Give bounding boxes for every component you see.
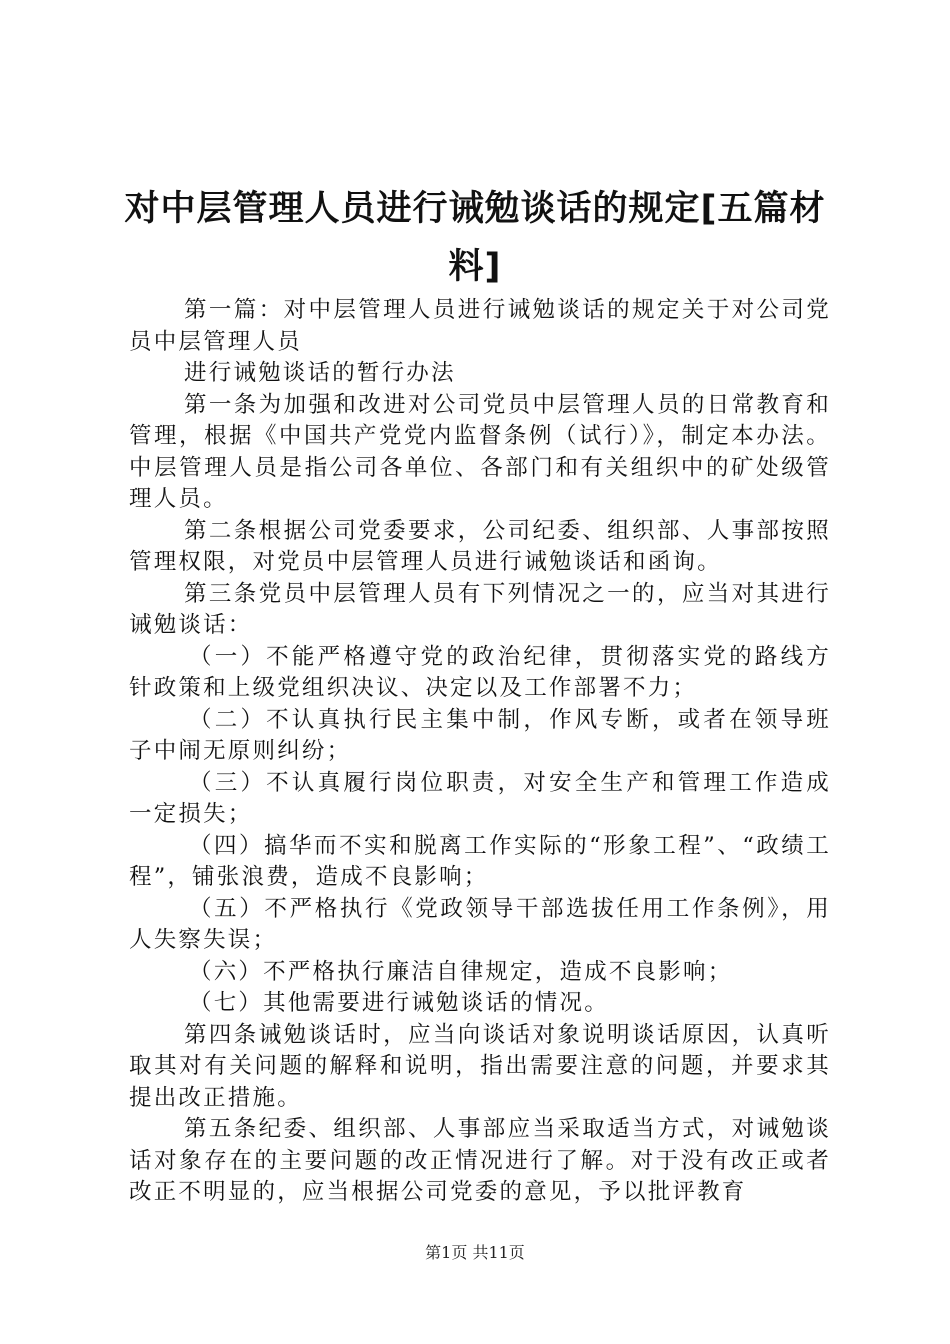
paragraph-article-2: 第二条根据公司党委要求，公司纪委、组织部、人事部按照管理权限，对党员中层管理人员进行诫勉谈话和函询。 — [129, 517, 831, 575]
document-body — [129, 295, 831, 1209]
list-item-7: （七）其他需要进行诫勉谈话的情况。 — [189, 990, 609, 1016]
paragraph-intro: 第一篇：对中层管理人员进行诫勉谈话的规定关于对公司党员中层管理人员 — [129, 297, 831, 355]
paragraph-article-4: 第四条诫勉谈话时，应当向谈话对象说明谈话原因，认真听取其对有关问题的解释和说明，指出需要注意的问题，并要求其提出改正措施。 — [129, 1021, 831, 1111]
list-item-2: （二）不认真执行民主集中制，作风专断，或者在领导班子中闹无原则纠纷； — [129, 706, 831, 764]
paragraph-article-1: 第一条为加强和改进对公司党员中层管理人员的日常教育和管理，根据《中国共产党党内监督条例（试行）》，制定本办法。中层管理人员是指公司各单位、各部门和有关组织中的矿处级管理人员。 — [129, 391, 831, 512]
list-item-6: （六）不严格执行廉洁自律规定，造成不良影响； — [189, 958, 733, 985]
list-item-5: （五）不严格执行《党政领导干部选拔任用工作条例》，用人失察失误； — [129, 895, 831, 953]
paragraph-subtitle: 进行诫勉谈话的暂行办法 — [184, 360, 456, 386]
document-title: 对中层管理人员进行诫勉谈话的规定[五篇材料] — [124, 189, 826, 287]
paragraph-article-3: 第三条党员中层管理人员有下列情况之一的，应当对其进行诫勉谈话： — [129, 580, 831, 638]
list-item-1: （一）不能严格遵守党的政治纪律，贯彻落实党的路线方针政策和上级党组织决议、决定以及工作部署不力； — [129, 643, 831, 701]
list-item-3: （三）不认真履行岗位职责，对安全生产和管理工作造成一定损失； — [129, 769, 831, 827]
list-item-4: （四）搞华而不实和脱离工作实际的“形象工程”、“政绩工程”，铺张浪费，造成不良影响； — [129, 832, 831, 890]
page-footer: 第1页 共11页 — [425, 1243, 525, 1262]
paragraph-article-5: 第五条纪委、组织部、人事部应当采取适当方式，对诫勉谈话对象存在的主要问题的改正情况进行了解。对于没有改正或者改正不明显的，应当根据公司党委的意见，予以批评教育 — [129, 1116, 831, 1205]
